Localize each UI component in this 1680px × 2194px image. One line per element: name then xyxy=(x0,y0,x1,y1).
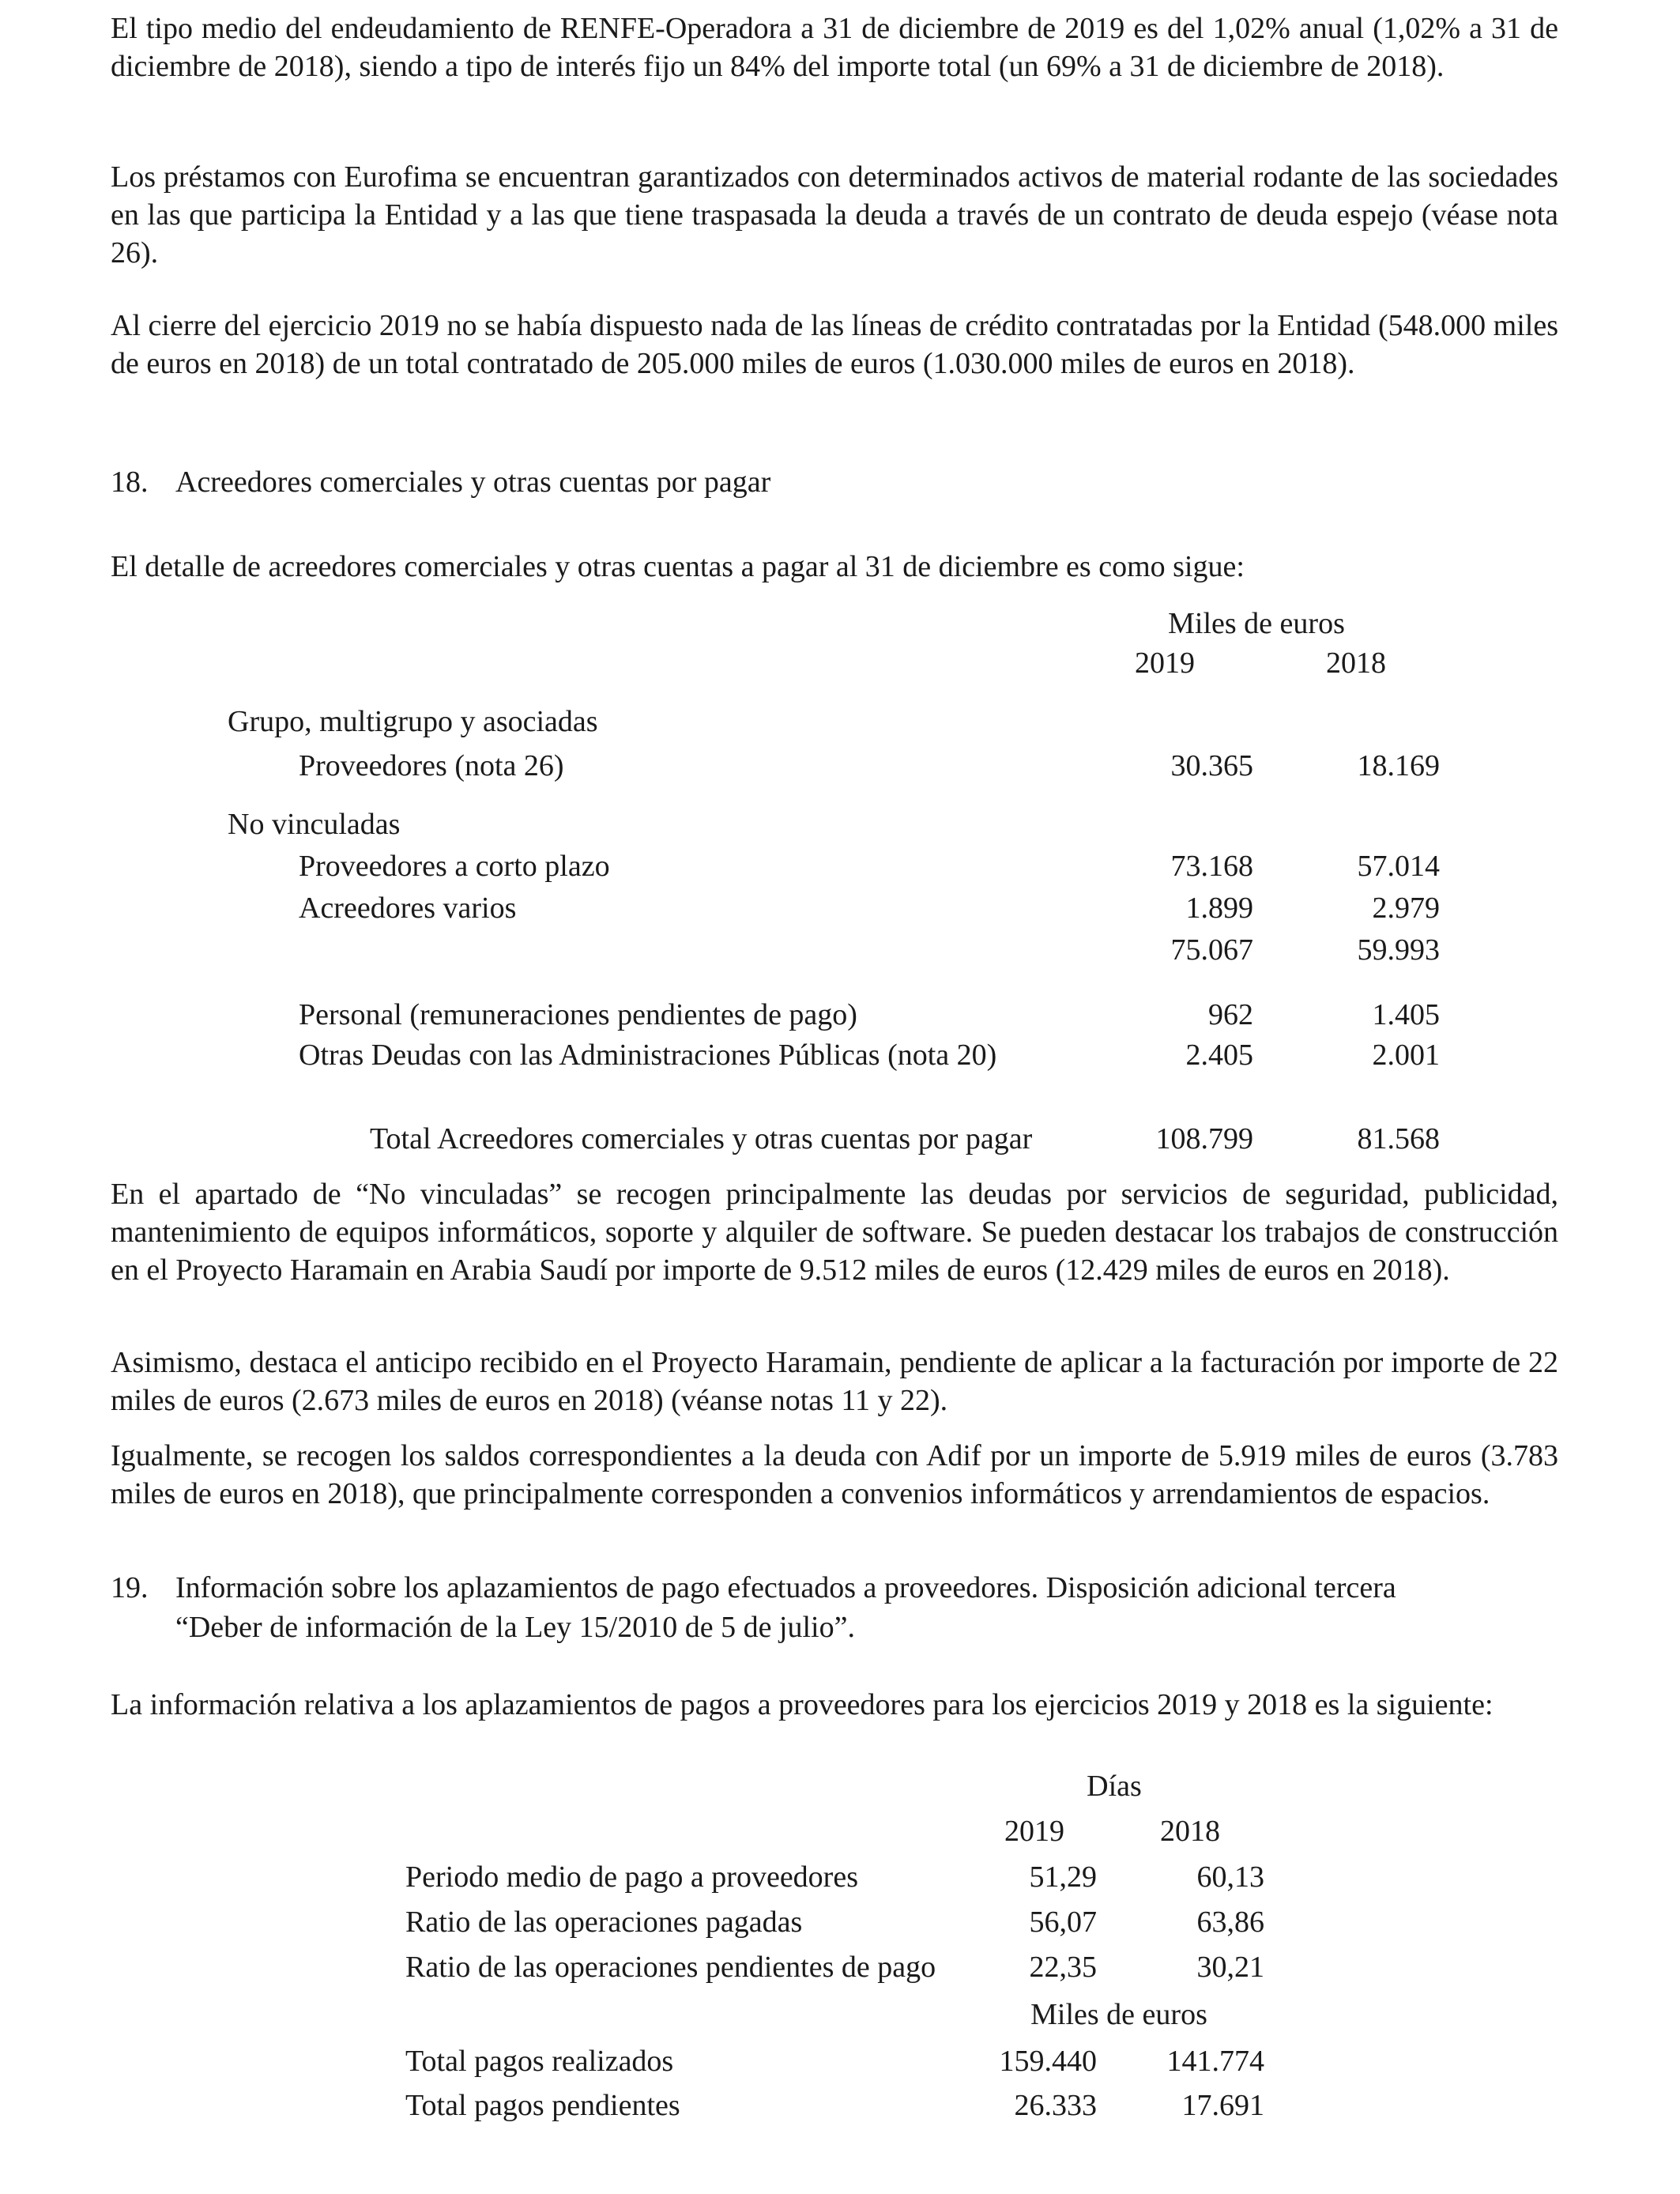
row-label: Ratio de las operaciones pagadas xyxy=(405,1906,803,1939)
paragraph-no-vinculadas: En el apartado de “No vinculadas” se recogen principalmente las deudas por servicios de seguridad, publicidad, mantenimiento de equipos informáticos, soporte y alquiler de software. Se pueden destacar los trabajos de construcción en el Proyecto Haramain en Arabia Saudí por importe de 9.512 miles de euros (12.429 miles de euros en 2018). xyxy=(111,1178,1558,1287)
table2-col-2019: 2019 xyxy=(1004,1815,1064,1848)
row-label: Proveedores (nota 26) xyxy=(299,749,564,782)
row-value-2018: 2.979 xyxy=(1372,892,1440,925)
row-label: Personal (remuneraciones pendientes de pago) xyxy=(299,998,857,1031)
row-value-2019: 2.405 xyxy=(1185,1039,1253,1072)
section-19-title-line1: Información sobre los aplazamientos de pago efectuados a proveedores. Disposición adicional tercera xyxy=(175,1571,1396,1604)
paragraph-credit-lines: Al cierre del ejercicio 2019 no se había dispuesto nada de las líneas de crédito contratadas por la Entidad (548.000 miles de euros en 2018) de un total contratado de 205.000 miles de euros (1.030.000 miles de euros en 2018). xyxy=(111,309,1558,380)
row-value-2019: 962 xyxy=(1208,998,1253,1031)
row-label: Periodo medio de pago a proveedores xyxy=(405,1860,858,1894)
total-label: Total Acreedores comerciales y otras cuentas por pagar xyxy=(370,1122,1033,1155)
row-value-2018: 18.169 xyxy=(1357,749,1440,782)
subtotal-value-2019: 75.067 xyxy=(1170,933,1253,967)
row-value-2019: 159.440 xyxy=(999,2045,1097,2078)
section-19-title-line2: “Deber de información de la Ley 15/2010 de 5 de julio”. xyxy=(175,1611,855,1644)
section-19-number: 19. xyxy=(111,1571,149,1604)
row-value-2018: 60,13 xyxy=(1196,1860,1264,1894)
table1-col-2018: 2018 xyxy=(1326,647,1386,680)
table2-euros-header: Miles de euros xyxy=(1030,1998,1207,2031)
row-label: Total pagos realizados xyxy=(405,2045,674,2078)
row-label: Ratio de las operaciones pendientes de pago xyxy=(405,1951,936,1984)
row-value-2018: 30,21 xyxy=(1196,1951,1264,1984)
total-value-2019: 108.799 xyxy=(1155,1122,1253,1155)
paragraph-debt-interest: El tipo medio del endeudamiento de RENFE-Operadora a 31 de diciembre de 2019 es del 1,02% anual (1,02% a 31 de diciembre de 2018), siendo a tipo de interés fijo un 84% del importe total (un 69% a 31 de diciembre de 2018). xyxy=(111,12,1558,83)
paragraph-creditors-intro: El detalle de acreedores comerciales y otras cuentas a pagar al 31 de diciembre es como sigue: xyxy=(111,550,1245,583)
table1-unit-header: Miles de euros xyxy=(1168,607,1345,640)
total-value-2018: 81.568 xyxy=(1357,1122,1440,1155)
table1-col-2019: 2019 xyxy=(1135,647,1195,680)
subtotal-value-2018: 59.993 xyxy=(1357,933,1440,967)
row-label: Acreedores varios xyxy=(299,892,517,925)
table2-col-2018: 2018 xyxy=(1160,1815,1220,1848)
row-value-2018: 17.691 xyxy=(1181,2089,1264,2122)
row-value-2018: 57.014 xyxy=(1357,850,1440,883)
row-value-2018: 2.001 xyxy=(1372,1039,1440,1072)
paragraph-eurofima: Los préstamos con Eurofima se encuentran garantizados con determinados activos de material rodante de las sociedades en las que participa la Entidad y a las que tiene traspasada la deuda a través de un contrato de deuda espejo (véase nota 26). xyxy=(111,160,1558,270)
row-label: Proveedores a corto plazo xyxy=(299,850,610,883)
row-label: Otras Deudas con las Administraciones Públicas (nota 20) xyxy=(299,1039,997,1072)
paragraph-payment-info-intro: La información relativa a los aplazamientos de pagos a proveedores para los ejercicios 2019 y 2018 es la siguiente: xyxy=(111,1688,1494,1721)
table1-group-related: Grupo, multigrupo y asociadas xyxy=(228,705,598,738)
row-value-2019: 1.899 xyxy=(1185,892,1253,925)
row-value-2019: 30.365 xyxy=(1170,749,1253,782)
row-value-2018: 1.405 xyxy=(1372,998,1440,1031)
table1-group-unrelated: No vinculadas xyxy=(228,808,401,841)
section-18-number: 18. xyxy=(111,466,149,499)
row-value-2019: 22,35 xyxy=(1029,1951,1097,1984)
table2-days-header: Días xyxy=(1087,1770,1142,1803)
paragraph-haramain-advance: Asimismo, destaca el anticipo recibido en el Proyecto Haramain, pendiente de aplicar a la facturación por importe de 22 miles de euros (2.673 miles de euros en 2018) (véanse notas 11 y 22). xyxy=(111,1346,1558,1417)
paragraph-adif: Igualmente, se recogen los saldos correspondientes a la deuda con Adif por un importe de 5.919 miles de euros (3.783 miles de euros en 2018), que principalmente corresponden a convenios informáticos y arrendamientos de espacios. xyxy=(111,1439,1558,1510)
row-value-2018: 63,86 xyxy=(1196,1906,1264,1939)
row-value-2019: 26.333 xyxy=(1014,2089,1097,2122)
row-value-2019: 51,29 xyxy=(1029,1860,1097,1894)
section-18-title: Acreedores comerciales y otras cuentas por pagar xyxy=(175,466,771,499)
row-value-2018: 141.774 xyxy=(1166,2045,1264,2078)
row-value-2019: 73.168 xyxy=(1170,850,1253,883)
row-label: Total pagos pendientes xyxy=(405,2089,680,2122)
row-value-2019: 56,07 xyxy=(1029,1906,1097,1939)
